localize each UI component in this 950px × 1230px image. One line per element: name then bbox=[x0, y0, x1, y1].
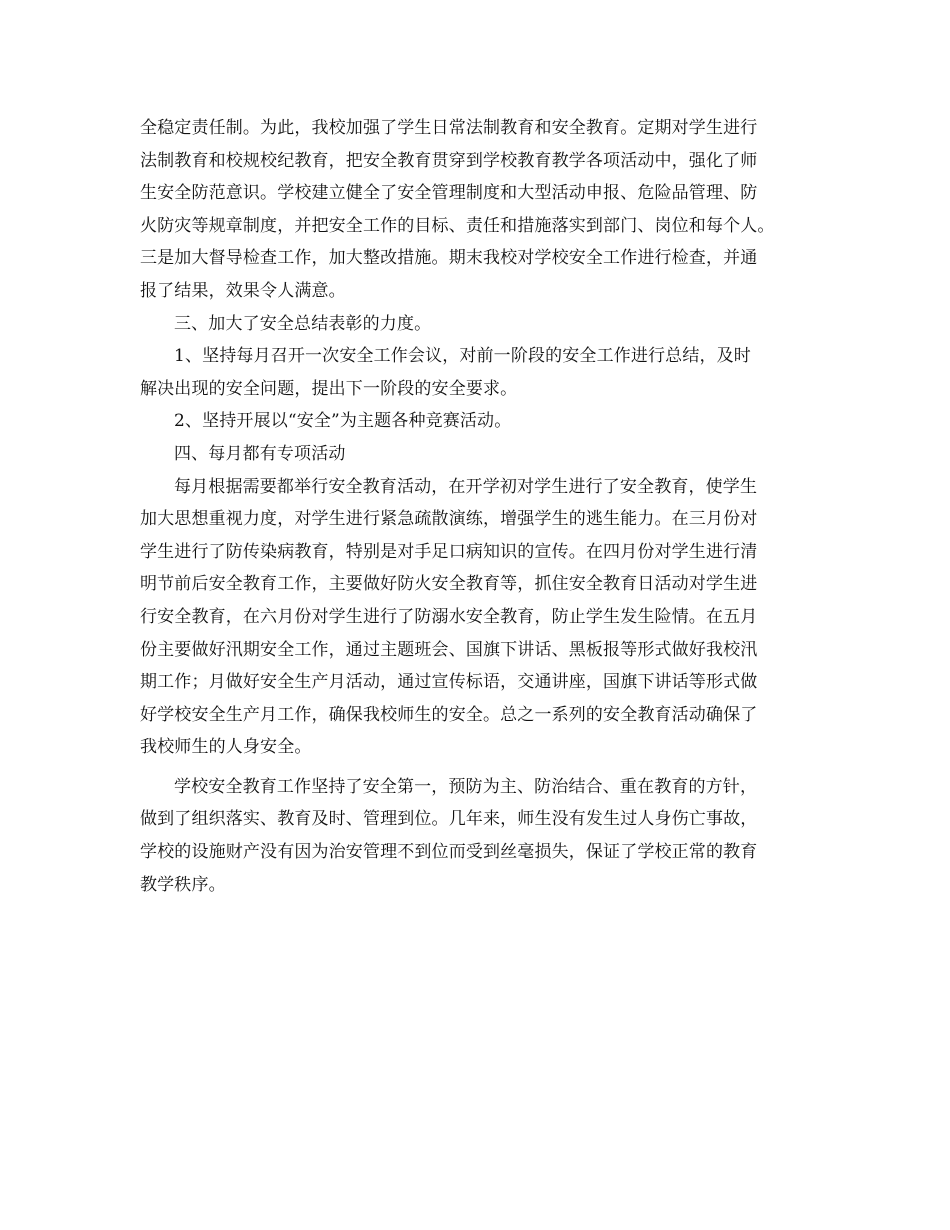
paragraph-1-line-1: 全稳定责任制。为此，我校加强了学生日常法制教育和安全教育。定期对学生进行 bbox=[140, 118, 758, 138]
paragraph-7-line-1: 学校安全教育工作坚持了安全第一，预防为主、防治结合、重在教育的方针， bbox=[174, 776, 758, 797]
list-item-1-line-2: 解决出现的安全问题，提出下一阶段的安全要求。 bbox=[140, 378, 518, 399]
section-heading-3: 三、加大了安全总结表彰的力度。 bbox=[174, 313, 432, 334]
paragraph-6-line-4: 明节前后安全教育工作，主要做好防火安全教育等，抓住安全教育日活动对学生进 bbox=[140, 574, 758, 595]
paragraph-1-line-2: 法制教育和校规校纪教育，把安全教育贯穿到学校教育教学各项活动中，强化了师 bbox=[140, 150, 758, 171]
paragraph-6-line-9: 我校师生的人身安全。 bbox=[140, 737, 312, 758]
paragraph-1-line-5: 三是加大督导检查工作，加大整改措施。期末我校对学校安全工作进行检查，并通 bbox=[140, 248, 758, 269]
document-body bbox=[140, 112, 815, 901]
paragraph-1-line-4: 火防灾等规章制度，并把安全工作的目标、责任和措施落实到部门、岗位和每个人。 bbox=[140, 215, 775, 236]
paragraph-1-line-6: 报了结果，效果令人满意。 bbox=[140, 280, 346, 301]
paragraph-1-line-3: 生安全防范意识。学校建立健全了安全管理制度和大型活动申报、危险品管理、防 bbox=[140, 183, 758, 204]
paragraph-6-line-3: 学生进行了防传染病教育，特别是对手足口病知识的宣传。在四月份对学生进行清 bbox=[140, 541, 758, 562]
section-heading-4: 四、每月都有专项活动 bbox=[174, 443, 346, 464]
paragraph-6-line-7: 期工作；月做好安全生产月活动，通过宣传标语，交通讲座，国旗下讲话等形式做 bbox=[140, 672, 758, 693]
list-item-2: 2、坚持开展以“安全”为主题各种竞赛活动。 bbox=[174, 411, 512, 432]
paragraph-6-line-8: 好学校安全生产月工作，确保我校师生的安全。总之一系列的安全教育活动确保了 bbox=[140, 704, 758, 725]
paragraph-7-line-2: 做到了组织落实、教育及时、管理到位。几年来，师生没有发生过人身伤亡事故， bbox=[140, 809, 758, 830]
paragraph-6-line-6: 份主要做好汛期安全工作，通过主题班会、国旗下讲话、黑板报等形式做好我校汛 bbox=[140, 639, 758, 660]
paragraph-6-line-1: 每月根据需要都举行安全教育活动，在开学初对学生进行了安全教育，使学生 bbox=[174, 476, 758, 497]
paragraph-7-line-4: 教学秩序。 bbox=[140, 874, 226, 895]
paragraph-6-line-2: 加大思想重视力度，对学生进行紧急疏散演练，增强学生的逃生能力。在三月份对 bbox=[140, 509, 758, 530]
paragraph-7-line-3: 学校的设施财产没有因为治安管理不到位而受到丝毫损失，保证了学校正常的教育 bbox=[140, 842, 758, 863]
list-item-1-line-1: 1、坚持每月召开一次安全工作会议，对前一阶段的安全工作进行总结，及时 bbox=[174, 346, 751, 367]
paragraph-6-line-5: 行安全教育，在六月份对学生进行了防溺水安全教育，防止学生发生险情。在五月 bbox=[140, 606, 758, 627]
